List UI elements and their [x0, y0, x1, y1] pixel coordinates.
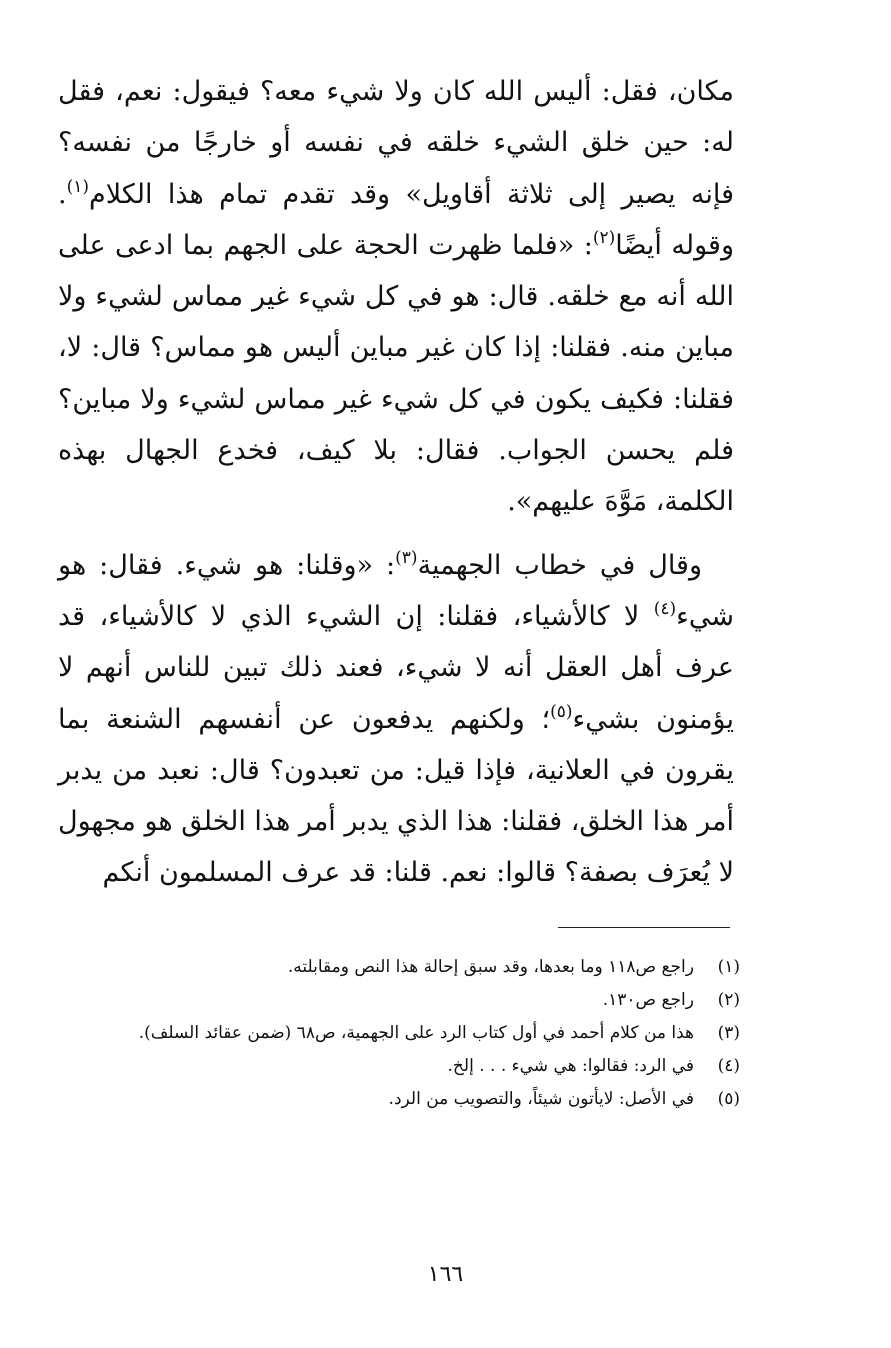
footnote-reference: (٤)	[653, 598, 677, 619]
footnote-text: في الأصل: لايأتون شيئاً، والتصويب من الرد.	[388, 1089, 694, 1109]
footnote	[50, 1086, 740, 1113]
footnotes	[50, 954, 740, 1119]
footnote-separator	[558, 927, 730, 928]
page-number: ١٦٦	[427, 1262, 464, 1287]
text-segment: وقال في خطاب الجهمية	[417, 549, 703, 581]
footnote	[50, 1053, 740, 1080]
text-segment: ؛ ولكنهم يدفعون عن أنفسهم الشنعة بما يقرون في العلانية، فإذا قيل: من تعبدون؟ قال: نعبد من يدبر أمر هذا الخلق، فقلنا: هذا الذي يدبر أمر هذا الخلق هو مجهول لا يُعرَف بصفة؟ قالوا: نعم. قلنا: قد عرف المسلمون أنكم	[57, 703, 734, 889]
footnote	[50, 1020, 740, 1047]
footnote-reference: (٢)	[592, 227, 616, 248]
footnote	[50, 954, 740, 981]
footnote-text: في الرد: فقالوا: هي شيء . . . إلخ.	[447, 1056, 694, 1076]
footnote-reference: (٥)	[550, 701, 573, 722]
footnote-number: (١)	[717, 957, 740, 977]
paragraph	[58, 66, 734, 528]
text-segment: . وقوله أيضًا	[58, 178, 734, 261]
text-segment: لا كالأشياء، فقلنا: إن الشيء الذي لا كالأشياء، قد عرف أهل العقل أنه لا شيء، فعند ذلك تبين للناس أنهم لا يؤمنون بشيء	[58, 600, 734, 735]
text-segment: مكان، فقل: أليس الله كان ولا شيء معه؟ فيقول: نعم، فقل له: حين خلق الشيء خلقه في نفسه أو خارجًا من نفسه؟ فإنه يصير إلى ثلاثة أقاويل» وقد تقدم تمام هذا الكلام	[58, 76, 734, 210]
footnote-number: (٤)	[717, 1056, 740, 1076]
text-segment: : «فلما ظهرت الحجة على الجهم بما ادعى على الله أنه مع خلقه. قال: هو في كل شيء غير مماس لشيء ولا مباين منه. فقلنا: إذا كان غير مباين أليس هو مماس؟ قال: لا، فقلنا: فكيف يكون في كل شيء غير مماس لشيء ولا مباين؟ فلم يحسن الجواب. فقال: بلا كيف، فخدع الجهال بهذه الكلمة، مَوَّهَ عليهم».	[58, 229, 734, 518]
footnote-reference: (٣)	[395, 547, 418, 568]
footnote-number: (٣)	[717, 1023, 740, 1043]
footnote-text: راجع ص١١٨ وما بعدها، وقد سبق إحالة هذا النص ومقابلته.	[287, 957, 694, 977]
footnote-number: (٢)	[717, 990, 740, 1010]
footnote-text: هذا من كلام أحمد في أول كتاب الرد على الجهمية، ص٦٨ (ضمن عقائد السلف).	[138, 1023, 694, 1043]
footnote-number: (٥)	[717, 1089, 740, 1109]
paragraph	[58, 540, 734, 899]
footnote	[50, 987, 740, 1014]
footnote-reference: (١)	[66, 176, 90, 197]
footnote-text: راجع ص١٣٠.	[602, 990, 694, 1010]
text-segment: : «وقلنا: هو شيء. فقال: هو شيء	[58, 549, 734, 632]
main-text	[58, 66, 734, 899]
